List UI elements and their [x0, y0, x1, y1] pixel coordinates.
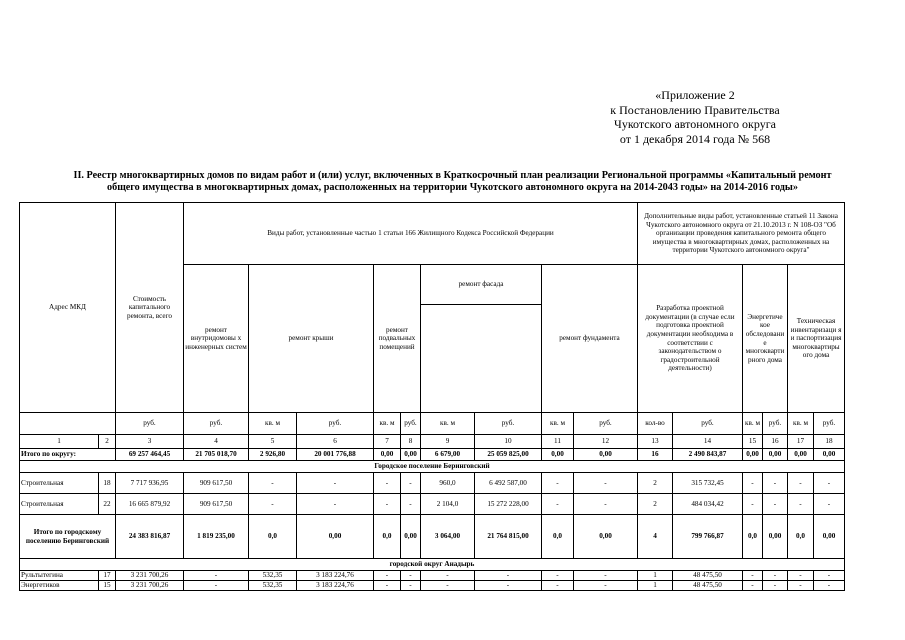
- value-cell: -: [814, 494, 845, 515]
- value-cell: 16 665 879,92: [116, 494, 184, 515]
- value-cell: 2 104,0: [421, 494, 475, 515]
- subtotal-value: 0,0: [374, 515, 401, 559]
- street-cell: Рультытегина: [20, 571, 99, 581]
- unit-cell: кв. м: [374, 413, 401, 435]
- title-line: общего имущества в многоквартирных домах, расположенных на территории Чукотского автономного округа на 2014-2043 годы» на 2014-2016 годы»: [107, 182, 798, 193]
- value-cell: -: [743, 494, 763, 515]
- value-cell: 1: [638, 581, 673, 591]
- value-cell: -: [574, 494, 638, 515]
- house-number-cell: 18: [99, 473, 116, 494]
- value-cell: -: [475, 571, 542, 581]
- house-number-cell: 22: [99, 494, 116, 515]
- value-cell: 15 272 228,00: [475, 494, 542, 515]
- value-cell: -: [374, 473, 401, 494]
- subtotal-label: Итого по городскому поселению Беринговский: [20, 515, 116, 559]
- value-cell: -: [297, 473, 374, 494]
- column-number: 1: [20, 435, 99, 449]
- unit-cell: руб.: [574, 413, 638, 435]
- total-value: 2 490 843,87: [673, 449, 743, 461]
- subtotal-value: 0,00: [814, 515, 845, 559]
- column-number: 17: [788, 435, 814, 449]
- value-cell: -: [814, 581, 845, 591]
- appendix-line: от 1 декабря 2014 года № 568: [619, 131, 771, 146]
- column-number: 4: [184, 435, 249, 449]
- total-value: 21 705 018,70: [184, 449, 249, 461]
- value-cell: 3 183 224,76: [297, 581, 374, 591]
- document-title: [30, 170, 875, 194]
- value-cell: 532,35: [249, 581, 297, 591]
- total-value: 0,00: [814, 449, 845, 461]
- value-cell: -: [249, 473, 297, 494]
- total-value: 16: [638, 449, 673, 461]
- value-cell: -: [814, 473, 845, 494]
- value-cell: -: [542, 494, 574, 515]
- total-value: 0,00: [574, 449, 638, 461]
- table-row: [20, 494, 845, 515]
- value-cell: 3 231 700,26: [116, 571, 184, 581]
- value-cell: -: [475, 581, 542, 591]
- header-roof: ремонт крыши: [249, 265, 374, 413]
- value-cell: -: [743, 571, 763, 581]
- value-cell: -: [374, 571, 401, 581]
- value-cell: -: [542, 571, 574, 581]
- value-cell: -: [788, 473, 814, 494]
- total-value: 0,00: [763, 449, 788, 461]
- column-number: 18: [814, 435, 845, 449]
- value-cell: -: [421, 571, 475, 581]
- column-number: 12: [574, 435, 638, 449]
- value-cell: -: [401, 581, 421, 591]
- header-address: Адрес МКД: [20, 203, 116, 413]
- total-label: Итого по округу:: [20, 449, 116, 461]
- table-row: [20, 581, 845, 591]
- facade-blank: [421, 305, 542, 413]
- header-engineering-systems: ремонт внутридомовы х инженерных систем: [184, 265, 249, 413]
- total-value: 25 059 825,00: [475, 449, 542, 461]
- value-cell: -: [788, 571, 814, 581]
- column-number: 9: [421, 435, 475, 449]
- value-cell: 2: [638, 473, 673, 494]
- header-foundation: ремонт фундамента: [542, 265, 638, 413]
- value-cell: -: [574, 571, 638, 581]
- value-cell: 960,0: [421, 473, 475, 494]
- subtotal-value: 21 764 815,00: [475, 515, 542, 559]
- subtotal-value: 0,0: [249, 515, 297, 559]
- column-number: 14: [673, 435, 743, 449]
- column-number: 3: [116, 435, 184, 449]
- subtotal-value: 0,0: [743, 515, 763, 559]
- value-cell: -: [788, 494, 814, 515]
- section-header-beringovsky: Городское поселение Беринговский: [20, 461, 845, 473]
- value-cell: -: [401, 571, 421, 581]
- header-cost-total: Стоимость капитального ремонта, всего: [116, 203, 184, 413]
- subtotal-value: 1 819 235,00: [184, 515, 249, 559]
- subtotal-value: 0,0: [788, 515, 814, 559]
- value-cell: -: [374, 494, 401, 515]
- section-header-anadyr: городской округ Анадырь: [20, 559, 845, 571]
- column-number: 8: [401, 435, 421, 449]
- value-cell: -: [574, 581, 638, 591]
- unit-cell: руб.: [401, 413, 421, 435]
- appendix-header: [590, 88, 800, 146]
- subtotal-value: 0,00: [763, 515, 788, 559]
- value-cell: -: [788, 581, 814, 591]
- column-number: 16: [763, 435, 788, 449]
- column-number: 2: [99, 435, 116, 449]
- subtotal-value: 0,00: [574, 515, 638, 559]
- subtotal-value: 3 064,00: [421, 515, 475, 559]
- house-number-cell: 17: [99, 571, 116, 581]
- value-cell: -: [297, 494, 374, 515]
- value-cell: 7 717 936,95: [116, 473, 184, 494]
- header-basement: ремонт подвальных помещений: [374, 265, 421, 413]
- column-number: 15: [743, 435, 763, 449]
- header-energy-audit: Энергетиче кое обследовани е многокварти рного дома: [743, 265, 788, 413]
- subtotal-value: 0,0: [542, 515, 574, 559]
- header-tech-inventory: Техническая инвентаризаци я и паспортизация многоквартиры ого дома: [788, 265, 845, 413]
- unit-cell: руб.: [814, 413, 845, 435]
- appendix-line: к Постановлению Правительства: [610, 102, 780, 117]
- unit-cell: кв. м: [421, 413, 475, 435]
- unit-cell: кв. м: [249, 413, 297, 435]
- value-cell: -: [763, 571, 788, 581]
- total-value: 0,00: [542, 449, 574, 461]
- unit-cell: руб.: [116, 413, 184, 435]
- street-cell: Строительная: [20, 473, 99, 494]
- value-cell: 909 617,50: [184, 494, 249, 515]
- appendix-line: Чукотского автономного округа: [614, 117, 776, 132]
- value-cell: -: [743, 581, 763, 591]
- header-additional-works: Дополнительные виды работ, установленные статьей 11 Закона Чукотского автономного округа от 21.10.2013 г. N 108-ОЗ "Об организации проведения капитального ремонта общего имущества в многоквартирных домах, расположенных на территории Чукотского автономного округа": [638, 203, 845, 265]
- value-cell: -: [184, 581, 249, 591]
- value-cell: -: [542, 473, 574, 494]
- register-table: [19, 202, 845, 591]
- total-value: 2 926,80: [249, 449, 297, 461]
- value-cell: 6 492 587,00: [475, 473, 542, 494]
- subtotal-value: 24 383 816,87: [116, 515, 184, 559]
- table-row: [20, 571, 845, 581]
- value-cell: -: [401, 494, 421, 515]
- header-works-art166: Виды работ, установленные частью 1 статьи 166 Жилищного Кодекса Российской Федерации: [184, 203, 638, 265]
- total-value: 6 679,00: [421, 449, 475, 461]
- header-project-docs: Разработка проектной документации (в случае если подготовка проектной документации необходима в соответствии с законодательством о градостроительной деятельности): [638, 265, 743, 413]
- unit-cell: руб.: [763, 413, 788, 435]
- total-value: 0,00: [743, 449, 763, 461]
- column-number: 5: [249, 435, 297, 449]
- title-line: II. Реестр многоквартирных домов по видам работ и (или) услуг, включенных в Краткосрочный план реализации Региональной программы «Капитальный ремонт: [73, 170, 832, 181]
- total-value: 0,00: [401, 449, 421, 461]
- column-number: 13: [638, 435, 673, 449]
- column-number: 11: [542, 435, 574, 449]
- value-cell: -: [814, 571, 845, 581]
- value-cell: 1: [638, 571, 673, 581]
- value-cell: -: [184, 571, 249, 581]
- table-row: [20, 473, 845, 494]
- total-value: 0,00: [788, 449, 814, 461]
- column-number: 7: [374, 435, 401, 449]
- unit-cell: руб.: [297, 413, 374, 435]
- subtotal-value: 0,00: [297, 515, 374, 559]
- value-cell: 532,35: [249, 571, 297, 581]
- total-value: 69 257 464,45: [116, 449, 184, 461]
- subtotal-row: [20, 515, 845, 559]
- unit-cell: руб.: [475, 413, 542, 435]
- units-blank: [20, 413, 116, 435]
- value-cell: -: [374, 581, 401, 591]
- value-cell: -: [763, 494, 788, 515]
- value-cell: -: [249, 494, 297, 515]
- value-cell: -: [542, 581, 574, 591]
- appendix-line: «Приложение 2: [655, 88, 735, 102]
- subtotal-value: 799 766,87: [673, 515, 743, 559]
- street-cell: Строительная: [20, 494, 99, 515]
- value-cell: 48 475,50: [673, 581, 743, 591]
- value-cell: -: [574, 473, 638, 494]
- unit-cell: кв. м: [743, 413, 763, 435]
- header-facade: ремонт фасада: [421, 265, 542, 305]
- value-cell: 3 231 700,26: [116, 581, 184, 591]
- units-row: [20, 413, 845, 435]
- value-cell: 484 034,42: [673, 494, 743, 515]
- column-numbers-row: [20, 435, 845, 449]
- value-cell: 2: [638, 494, 673, 515]
- total-row: [20, 449, 845, 461]
- unit-cell: кол-во: [638, 413, 673, 435]
- total-value: 0,00: [374, 449, 401, 461]
- total-value: 20 001 776,88: [297, 449, 374, 461]
- value-cell: 48 475,50: [673, 571, 743, 581]
- unit-cell: кв. м: [788, 413, 814, 435]
- value-cell: -: [763, 473, 788, 494]
- subtotal-value: 0,00: [401, 515, 421, 559]
- house-number-cell: 15: [99, 581, 116, 591]
- value-cell: -: [763, 581, 788, 591]
- unit-cell: руб.: [184, 413, 249, 435]
- value-cell: -: [421, 581, 475, 591]
- subtotal-value: 4: [638, 515, 673, 559]
- value-cell: 315 732,45: [673, 473, 743, 494]
- value-cell: -: [743, 473, 763, 494]
- column-number: 10: [475, 435, 542, 449]
- value-cell: -: [401, 473, 421, 494]
- unit-cell: руб.: [673, 413, 743, 435]
- value-cell: 3 183 224,76: [297, 571, 374, 581]
- value-cell: 909 617,50: [184, 473, 249, 494]
- unit-cell: кв. м: [542, 413, 574, 435]
- street-cell: Энергетиков: [20, 581, 99, 591]
- column-number: 6: [297, 435, 374, 449]
